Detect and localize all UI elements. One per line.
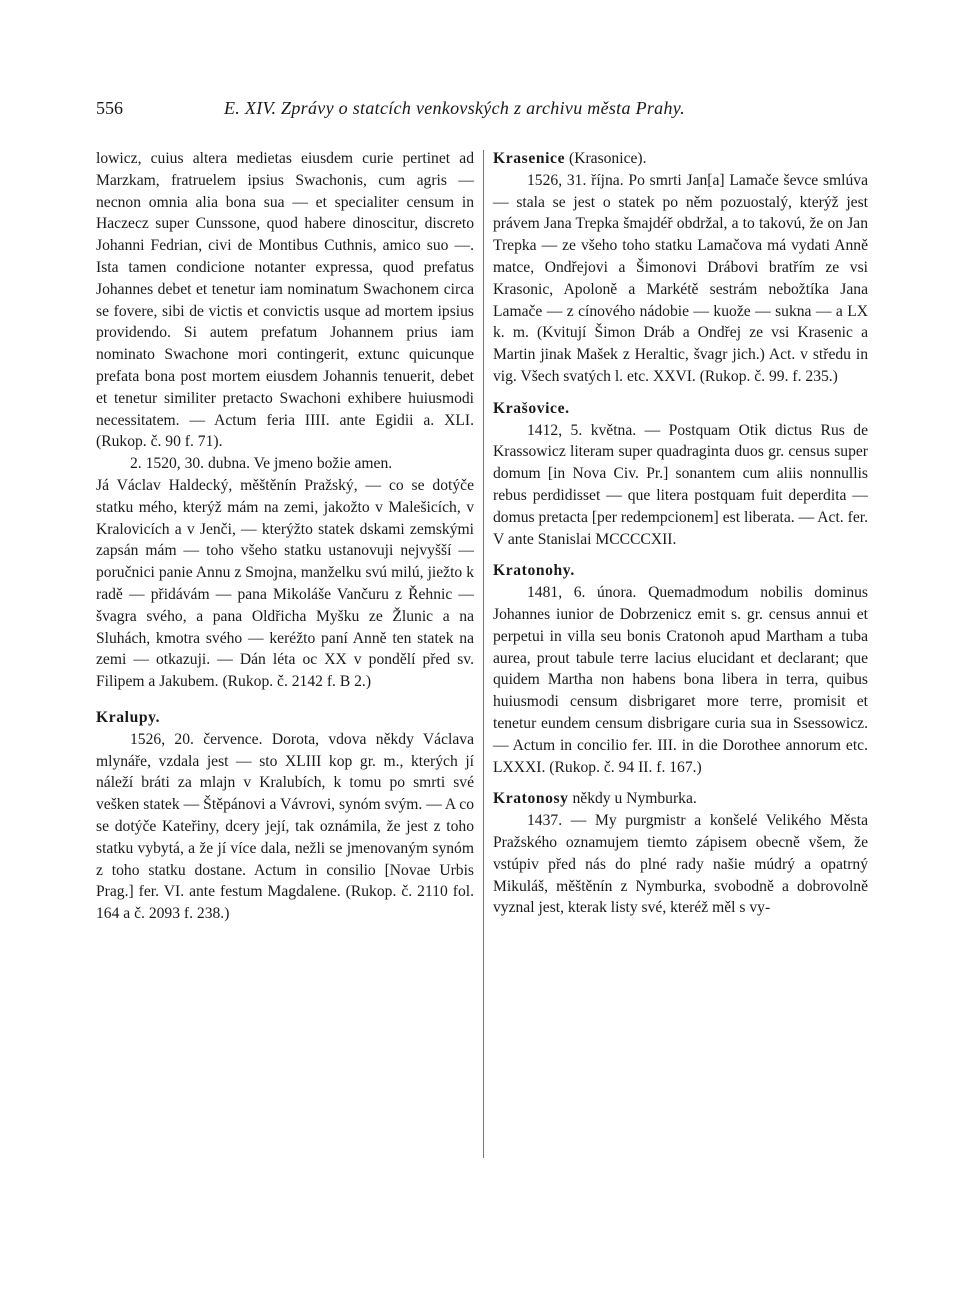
entry-note: někdy u Nymburka. [572, 790, 697, 808]
entry-text-krasenice: 1526, 31. října. Po smrti Jan[a] Lamače ševce smlúva — stala se jest o statek po něm pozuostalý, kterýž jest právem Jana Trepka šmajdéř obdržal, a to takovú, že on Jan Trepka — ze všeho toho statku Lamačova má vydati Anně matce, Ondřejovi a Šimonovi Drábovi bratřím ze vsi Krasonic, Apoloně a Markétě sestrám nebožtíka Jana Lamače — z cínového nádobie — kuože — sukna — a LX k. m. (Kvitují Šimon Dráb a Ondřej ze vsi Krasenic a Martin jinak Mašek z Heraltic, švagr jich.) Act. v středu in vig. Všech svatých l. etc. XXVI. (Rukop. č. 99. f. 235.) [493, 171, 868, 385]
entry-name: Kralupy. [96, 708, 161, 726]
left-column [96, 148, 474, 925]
entry-heading-kratonosy [493, 788, 868, 810]
entry-paragraph: Já Václav Haldecký, měštěnín Pražský, — co se dotýče statku mého, kterýž mám na zemi, jakožto v Malešicích, v Kralovicích a v Jenči, — kterýžto statek dskami zemskými zapsán mám — toho všeho statku ustanovuji nejvyšší — poručnici panie Annu z Smojna, manželku svú milú, jiežto k radě — přidávám — pana Mikoláše Vančuru z Řehnic — švagra svého, a pana Oldřicha Myšku ze Žlunic a na Sluhách, kmotra svého — keréžto paní Anně ten statek na zemi — otkazuji. — Dán léta oc XX v pondělí před sv. Filipem a Jakubem. (Rukop. č. 2142 f. B 2.) [96, 476, 474, 691]
entry-text-kratonosy: 1437. — My purgmistr a konšelé Velikého Města Pražského oznamujem tiemto zápisem obecně všem, že vstúpiv před nás do plné rady našie múdrý a opatrný Mikuláš, měštěnín z Nymburka, svobodně a dobrovolně vyznal jest, kterak listy své, kteréž měl s vy- [493, 812, 868, 917]
page-header [96, 98, 868, 124]
entry-heading-krasenice [493, 148, 868, 170]
entry-name: Krasenice [493, 150, 566, 167]
running-head: E. XIV. Zprávy o statcích venkovských z archivu města Prahy. [224, 98, 685, 118]
right-column [493, 148, 868, 919]
entry-text-kratonohy: 1481, 6. února. Quemadmodum nobilis dominus Johannes iunior de Dobrzenicz emit s. gr. census annui et perpetui in villa seu bonis Cratonoh apud Martham a tuba aurea, prout tabule terre lacius elucidant et declarant; que quidem Martha non habens bona libera in terra, quibus huiusmodi censum disbrigaret more terre, promisit et tenetur eundem censum disbrigare curia sua in Ssessowicz. — Actum in concilio fer. III. in die Dorothee annorum etc. LXXXI. (Rukop. č. 94 II. f. 167.) [493, 584, 868, 776]
entry-note: (Krasonice). [569, 150, 647, 167]
entry-heading-kralupy [96, 707, 474, 729]
entry-name: Krašovice. [493, 399, 570, 417]
page-number: 556 [96, 98, 123, 118]
entry-heading-krasovice [493, 398, 868, 420]
entry-name: Kratonosy [493, 790, 569, 808]
entry-heading-kratonohy [493, 560, 868, 582]
entry-text-krasovice: 1412, 5. května. — Postquam Otik dictus Rus de Krassowicz literam super quadraginta duos gr. census super domum [in Nova Civ. Pr.] sonantem cum aliis nonnullis rebus perdidisset — que litera postquam fuit deperdita — domus pretacta [per redempcionem] est liberata. — Act. fer. V ante Stanislai MCCCCXII. [493, 421, 868, 548]
column-divider [483, 150, 484, 1158]
continued-paragraph: lowicz, cuius altera medietas eiusdem curie pertinet ad Marzkam, fratruelem ipsius Swachonis, cum agris — necnon omnia alia bona sua — et specialiter censum in Haczecz super Cunssone, quod habere dinoscitur, discreto Johanni Fedrian, civi de Montibus Cuthnis, amico suo —. Ista tamen condicione notanter expressa, quod prefatus Johannes debet et tenetur iam nominatum Swachonem circa se fovere, sibi de victis et convictis usque ad mortem ipsius providendo. Si autem prefatum Johannem prius iam nominato Swachone mori contingerit, extunc quicunque prefata bona post mortem eiusdem Johannis tenuerit, debet et tenetur similiter pretacto Swachoni exhibere huiusmodi necessitatem. — Actum feria IIII. ante Egidii a. XLI. (Rukop. č. 90 f. 71). [96, 150, 474, 451]
entry-subheading: 2. 1520, 30. dubna. Ve jmeno božie amen. [130, 455, 393, 473]
entry-text-kralupy: 1526, 20. července. Dorota, vdova někdy Václava mlynáře, vzdala jest — sto XLIII kop gr. m., kterých jí náleží bráti za mlajn v Kralubích, k tomu po smrti své vešken statek — Štěpánovi a Vávrovi, synóm svým. — A co se dotýče Kateřiny, dcery její, tak oznámila, že jest z toho statku vybytá, a že jí více dala, nežli se jmenovaným synóm z toho statku dostane. Actum in consilio [Novae Urbis Prag.] fer. VI. ante festum Magdalene. (Rukop. č. 2110 fol. 164 a č. 2093 f. 238.) [96, 730, 474, 923]
entry-name: Kratonohy. [493, 562, 575, 580]
